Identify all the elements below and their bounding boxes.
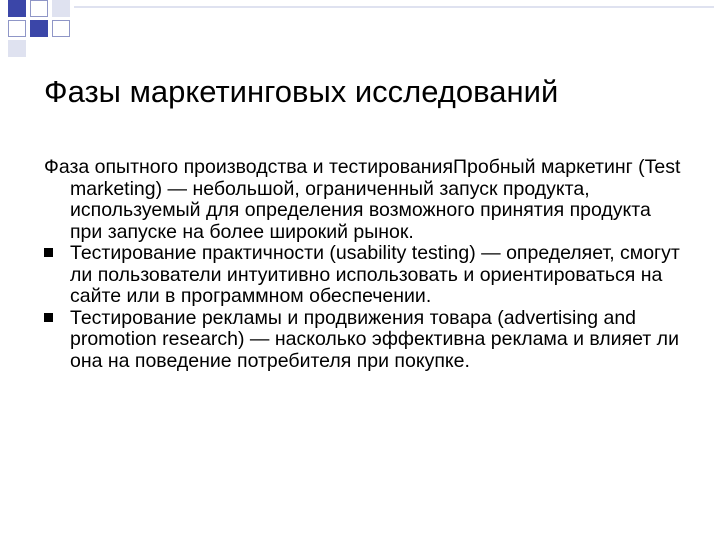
slide-content [44, 157, 684, 372]
decor-square [8, 0, 26, 17]
decor-square [30, 0, 48, 17]
decor-square [8, 40, 26, 57]
decor-square [52, 20, 70, 37]
decor-strip [74, 6, 714, 8]
decorative-squares [0, 0, 720, 60]
paragraph-text: Фаза опытного производства и тестированияПробный маркетинг (Test marketing) — небольшой, ограниченный запуск продукта, используемый для определения возможного принятия продукта при запуске на более широкий рынок. [44, 156, 681, 243]
page-title: Фазы маркетинговых исследований [44, 74, 559, 109]
square-bullet-icon [44, 248, 53, 257]
bullet-item-advertising [44, 308, 684, 373]
square-bullet-icon [44, 313, 53, 322]
bullet-item-usability [44, 243, 684, 308]
bullet-text: Тестирование рекламы и продвижения товара (advertising and promotion research) — насколько эффективна реклама и влияет ли она на поведение потребителя при покупке. [70, 306, 679, 372]
paragraph-intro [44, 157, 684, 243]
decor-square [52, 0, 70, 17]
bullet-text: Тестирование практичности (usability testing) — определяет, смогут ли пользователи интуитивно использовать и ориентироваться на сайте или в программном обеспечении. [70, 242, 680, 307]
decor-square [30, 20, 48, 37]
decor-square [8, 20, 26, 37]
